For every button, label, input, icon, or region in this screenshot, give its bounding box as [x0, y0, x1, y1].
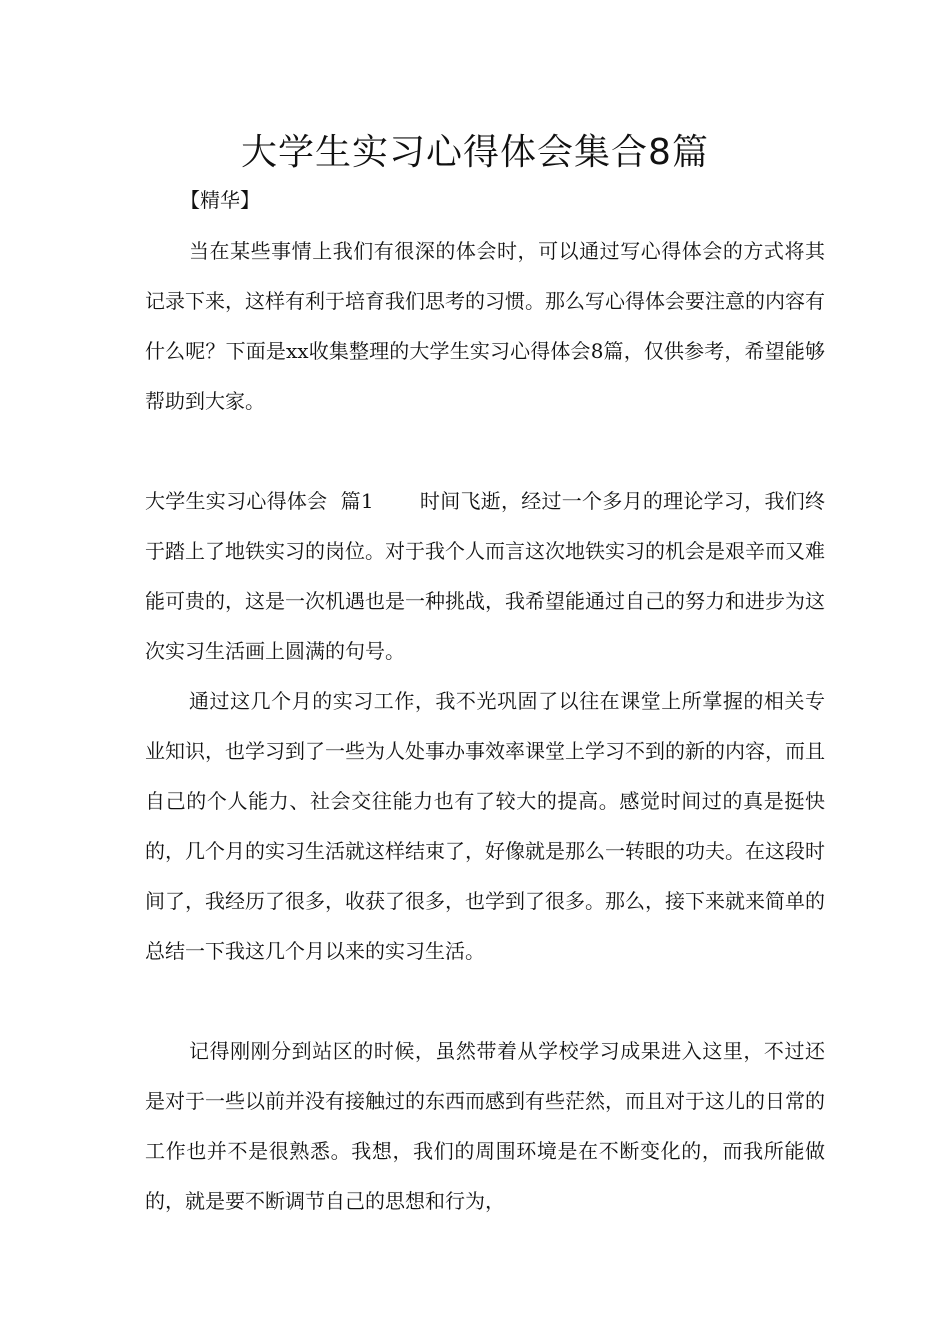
section-title: 大学生实习心得体会 篇1 — [145, 489, 374, 513]
document-title: 大学生实习心得体会集合8篇 — [241, 132, 709, 173]
highlight-tag: 【精华】 — [180, 188, 260, 212]
paragraph-2: 通过这几个月的实习工作，我不光巩固了以往在课堂上所掌握的相关专业知识，也学习到了一些为人处事办事效率课堂上学习不到的新的内容，而且自己的个人能力、社会交往能力也有了较大的提高。感觉时间过的真是挺快的，几个月的实习生活就这样结束了，好像就是那么一转眼的功夫。在这段时间了，我经历了很多，收获了很多，也学到了很多。那么，接下来就来简单的总结一下我这几个月以来的实习生活。 — [145, 689, 825, 963]
section-first-paragraph: 时间飞逝，经过一个多月的理论学习，我们终于踏上了地铁实习的岗位。对于我个人而言这次地铁实习的机会是艰辛而又难能可贵的，这是一次机遇也是一种挑战，我希望能通过自己的努力和进步为这次实习生活画上圆满的句号。 — [145, 489, 825, 663]
section-1-paragraph — [145, 476, 825, 676]
paragraph-3: 记得刚刚分到站区的时候，虽然带着从学校学习成果进入这里，不过还是对于一些以前并没有接触过的东西而感到有些茫然，而且对于这儿的日常的工作也并不是很熟悉。我想，我们的周围环境是在不断变化的，而我所能做的，就是要不断调节自己的思想和行为， — [145, 1039, 825, 1213]
intro-paragraph: 当在某些事情上我们有很深的体会时，可以通过写心得体会的方式将其记录下来，这样有利于培育我们思考的习惯。那么写心得体会要注意的内容有什么呢？下面是xx收集整理的大学生实习心得体会8篇，仅供参考，希望能够帮助到大家。 — [145, 239, 825, 413]
